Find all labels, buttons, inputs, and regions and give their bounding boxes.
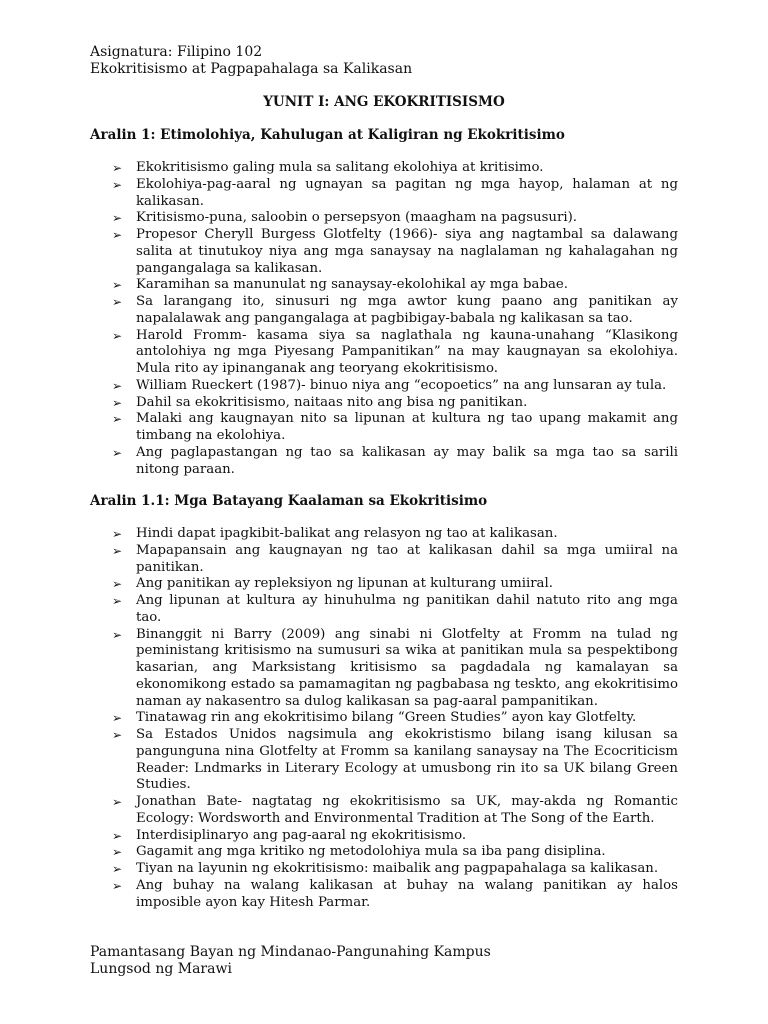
bullet-text: Karamihan sa manunulat ng sanaysay-ekolohikal ay mga babae. xyxy=(136,277,569,293)
arrow-bullet-icon: ➢ xyxy=(112,878,123,893)
unit-title: YUNIT I: ANG EKOKRITISISMO xyxy=(263,94,505,110)
bullet-text: Sa Estados Unidos nagsimula ang ekokristismo bilang isang kilusan sa pangunguna nina Glotfelty at Fromm sa kanilang sanaysay na The Ecocriticism Reader: Lndmarks in Literary Ecology at umusbong rin ito sa UK bilang Green Studies. xyxy=(136,727,678,793)
bullet-text: Hindi dapat ipagkibit-balikat ang relasyon ng tao at kalikasan. xyxy=(136,526,558,541)
arrow-bullet-icon: ➢ xyxy=(112,845,123,860)
bullet-item xyxy=(112,727,678,794)
bullet-text: Mapapansain ang kaugnayan ng tao at kalikasan dahil sa mga umiiral na panitikan. xyxy=(136,542,678,575)
bullet-item xyxy=(112,378,678,395)
arrow-bullet-icon: ➢ xyxy=(112,378,123,393)
bullet-text: Ang panitikan ay repleksiyon ng lipunan at kulturang umiiral. xyxy=(136,576,553,592)
arrow-bullet-icon: ➢ xyxy=(112,328,123,343)
lesson-1-1-title: Aralin 1.1: Mga Batayang Kaalaman sa Ekokritisimo xyxy=(90,493,488,509)
bullet-item xyxy=(112,411,678,445)
arrow-bullet-icon: ➢ xyxy=(112,828,123,843)
lesson-1-bullet-list xyxy=(112,160,678,478)
university-name: Pamantasang Bayan ng Mindanao-Pangunahing Kampus xyxy=(90,944,491,960)
bullet-item xyxy=(112,445,678,479)
arrow-bullet-icon: ➢ xyxy=(112,278,123,293)
arrow-bullet-icon: ➢ xyxy=(112,395,123,410)
arrow-bullet-icon: ➢ xyxy=(112,728,123,742)
arrow-bullet-icon: ➢ xyxy=(112,177,123,192)
course-title: Ekokritisismo at Pagpapahalaga sa Kalikasan xyxy=(90,61,413,77)
page-footer xyxy=(90,944,491,978)
bullet-item xyxy=(112,828,678,845)
bullet-item xyxy=(112,210,678,227)
bullet-text: Jonathan Bate- nagtatag ng ekokritisismo sa UK, may-akda ng Romantic Ecology: Wordsworth and Environmental Tradition at The Song of the Earth. xyxy=(136,794,678,826)
bullet-text: Ang paglapastangan ng tao sa kalikasan ay may balik sa mga tao sa sarili nitong paraan. xyxy=(136,444,678,477)
bullet-text: Binanggit ni Barry (2009) ang sinabi ni Glotfelty at Fromm na tulad ng peministang kritisismo na sumusuri sa wika at panitikan mula sa pespektibong kasarian, ang Marksistang kritisismo sa pagdadala ng kamalayan sa ekonomikong estado sa pamamagitan ng pagbabasa ng teskto, ang ekokritisimo naman ay nakasentro sa dulog kalikasan sa pag-aaral pampanitikan. xyxy=(136,626,678,709)
bullet-text: Dahil sa ekokritisismo, naitaas nito ang bisa ng panitikan. xyxy=(136,394,528,410)
arrow-bullet-icon: ➢ xyxy=(112,543,123,558)
arrow-bullet-icon: ➢ xyxy=(112,161,123,175)
bullet-text: Ekolohiya-pag-aaral ng ugnayan sa pagitan ng mga hayop, halaman at ng kalikasan. xyxy=(136,176,678,209)
arrow-bullet-icon: ➢ xyxy=(112,295,123,309)
arrow-bullet-icon: ➢ xyxy=(112,412,123,427)
bullet-text: Ang buhay na walang kalikasan at buhay na walang panitikan ay halos imposible ayon kay Hitesh Parmar. xyxy=(136,877,678,910)
arrow-bullet-icon: ➢ xyxy=(112,445,123,460)
arrow-bullet-icon: ➢ xyxy=(112,711,123,726)
bullet-item xyxy=(112,294,678,328)
bullet-item xyxy=(112,576,678,593)
bullet-text: Ang lipunan at kultura ay hinuhulma ng panitikan dahil natuto rito ang mga tao. xyxy=(136,593,678,625)
arrow-bullet-icon: ➢ xyxy=(112,527,123,541)
bullet-item xyxy=(112,227,678,277)
lesson-1-title: Aralin 1: Etimolohiya, Kahulugan at Kaligiran ng Ekokritisimo xyxy=(90,127,565,143)
arrow-bullet-icon: ➢ xyxy=(112,228,123,242)
arrow-bullet-icon: ➢ xyxy=(112,211,123,226)
arrow-bullet-icon: ➢ xyxy=(112,795,123,809)
bullet-text: Tiyan na layunin ng ekokritisismo: maibalik ang pagpapahalaga sa kalikasan. xyxy=(136,861,659,876)
city-name: Lungsod ng Marawi xyxy=(90,961,232,977)
bullet-item xyxy=(112,328,678,378)
lesson-1-1-bullet-list xyxy=(112,526,678,911)
bullet-item xyxy=(112,627,678,711)
bullet-text: Gagamit ang mga kritiko ng metodolohiya mula sa iba pang disiplina. xyxy=(136,844,606,860)
bullet-text: Harold Fromm- kasama siya sa naglathala ng kauna-unahang “Klasikong antolohiya ng mga Piyesang Pampanitikan” na may kaugnayan sa ekolohiya. Mula rito ay ipinanganak ang teoryang ekokritisismo. xyxy=(136,327,678,376)
bullet-item xyxy=(112,177,678,211)
bullet-text: Interdisiplinaryo ang pag-aaral ng ekokritisismo. xyxy=(136,827,467,843)
bullet-text: Sa larangang ito, sinusuri ng mga awtor kung paano ang panitikan ay napalalawak ang pangangalaga at pagbibigay-babala ng kalikasan sa tao. xyxy=(136,294,678,326)
bullet-item xyxy=(112,160,678,177)
arrow-bullet-icon: ➢ xyxy=(112,577,123,592)
bullet-item xyxy=(112,395,678,412)
arrow-bullet-icon: ➢ xyxy=(112,594,123,608)
bullet-text: Ekokritisismo galing mula sa salitang ekolohiya at kritisimo. xyxy=(136,160,544,175)
bullet-item xyxy=(112,794,678,828)
bullet-item xyxy=(112,861,678,878)
course-subject: Asignatura: Filipino 102 xyxy=(90,44,263,60)
bullet-item xyxy=(112,593,678,627)
arrow-bullet-icon: ➢ xyxy=(112,862,123,876)
bullet-item xyxy=(112,526,678,543)
bullet-item xyxy=(112,844,678,861)
page-header xyxy=(90,44,412,78)
bullet-text: Malaki ang kaugnayan nito sa lipunan at kultura ng tao upang makamit ang timbang na ekolohiya. xyxy=(136,411,678,443)
bullet-text: Tinatawag rin ang ekokritisimo bilang “Green Studies” ayon kay Glotfelty. xyxy=(136,710,637,726)
bullet-text: Kritisismo-puna, saloobin o persepsyon (maagham na pagsusuri). xyxy=(136,210,577,226)
arrow-bullet-icon: ➢ xyxy=(112,627,123,642)
bullet-item xyxy=(112,878,678,912)
bullet-item xyxy=(112,277,678,294)
bullet-item xyxy=(112,710,678,727)
bullet-text: Propesor Cheryll Burgess Glotfelty (1966)- siya ang nagtambal sa dalawang salita at tinutukoy niya ang mga sanaysay na naglalaman ng kahalagahan ng pangangalaga sa kalikasan. xyxy=(136,227,678,276)
bullet-text: William Rueckert (1987)- binuo niya ang “ecopoetics” na ang lunsaran ay tula. xyxy=(136,377,667,393)
bullet-item xyxy=(112,543,678,577)
